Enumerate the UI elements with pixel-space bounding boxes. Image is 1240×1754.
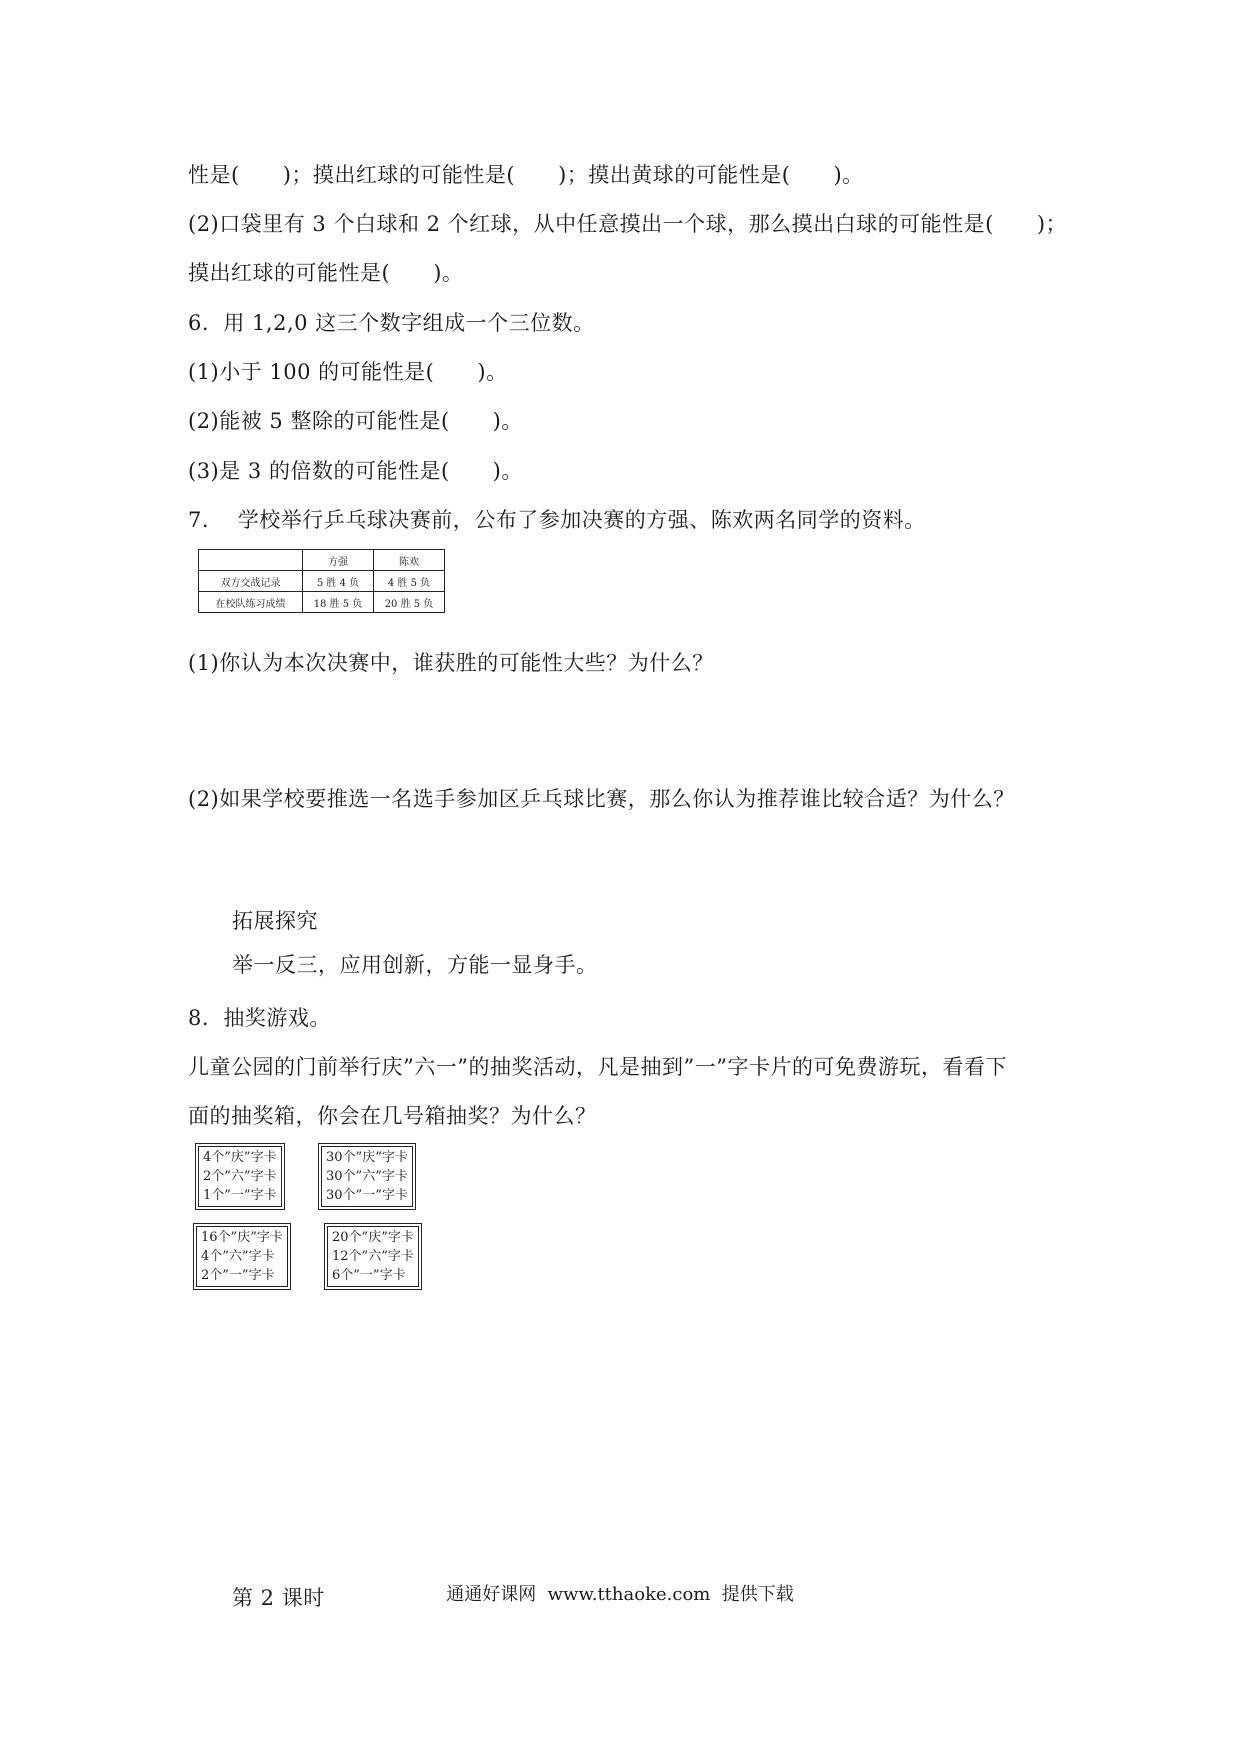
table-cell: 18 胜 5 负 [303,592,374,613]
table-row [199,592,445,613]
table-cell [199,550,303,571]
table-cell: 方强 [303,550,374,571]
table-cell: 陈欢 [374,550,445,571]
section-heading: 拓展探究 [232,909,318,933]
lottery-box-4 [324,1223,422,1290]
box-1-line-3: 1个”一”字卡 [203,1188,277,1203]
question-7-part-2: (2)如果学校要推选一名选手参加区乒乓球比赛，那么你认为推荐谁比较合适？为什么？ [188,787,1015,811]
lesson-label: 第 2 课时 [232,1586,325,1610]
box-2-line-2: 30个”六”字卡 [326,1169,408,1184]
question-7-part-1: (1)你认为本次决赛中，谁获胜的可能性大些？为什么？ [188,651,714,675]
box-3-line-2: 4个”六”字卡 [201,1249,275,1264]
question-6-part-3: (3)是 3 的倍数的可能性是( )。 [188,459,523,483]
text-line-2: (2)口袋里有 3 个白球和 2 个红球，从中任意摸出一个球，那么摸出白球的可能性是( )； [188,212,1068,236]
question-8-text-2: 面的抽奖箱，你会在几号箱抽奖？为什么？ [188,1104,597,1128]
question-8-title: 8. 抽奖游戏。 [188,1006,331,1030]
box-2-line-3: 30个”一”字卡 [326,1188,408,1203]
box-4-line-2: 12个”六”字卡 [332,1249,414,1264]
question-7-title: 7. 学校举行乒乓球决赛前，公布了参加决赛的方强、陈欢两名同学的资料。 [188,508,926,532]
box-3-line-1: 16个”庆”字卡 [201,1230,283,1245]
table-cell: 5 胜 4 负 [303,571,374,592]
lottery-box-3 [193,1223,291,1290]
text-line-1: 性是( )；摸出红球的可能性是( )；摸出黄球的可能性是( )。 [188,163,864,187]
text-line-3: 摸出红球的可能性是( )。 [188,261,464,285]
box-3-line-3: 2个”一”字卡 [201,1268,275,1283]
question-6-part-2: (2)能被 5 整除的可能性是( )。 [188,409,523,433]
box-2-line-1: 30个”庆”字卡 [326,1150,408,1165]
footer-text: 通通好课网 www.tthaoke.com 提供下载 [446,1584,794,1605]
table-cell: 双方交战记录 [199,571,303,592]
table-row [199,571,445,592]
table-cell: 20 胜 5 负 [374,592,445,613]
lottery-box-2 [318,1143,416,1210]
question-8-text-1: 儿童公园的门前举行庆”六一”的抽奖活动，凡是抽到”一”字卡片的可免费游玩，看看下 [188,1055,1007,1079]
box-4-line-3: 6个”一”字卡 [332,1268,406,1283]
player-record-table [198,549,445,613]
table-cell: 在校队练习成绩 [199,592,303,613]
table-header-row [199,550,445,571]
table-cell: 4 胜 5 负 [374,571,445,592]
lottery-box-1 [195,1143,285,1210]
question-6-title: 6. 用 1,2,0 这三个数字组成一个三位数。 [188,311,595,335]
section-subheading: 举一反三，应用创新，方能一显身手。 [232,953,598,977]
box-1-line-2: 2个”六”字卡 [203,1169,277,1184]
box-1-line-1: 4个”庆”字卡 [203,1150,277,1165]
question-6-part-1: (1)小于 100 的可能性是( )。 [188,360,508,384]
box-4-line-1: 20个”庆”字卡 [332,1230,414,1245]
